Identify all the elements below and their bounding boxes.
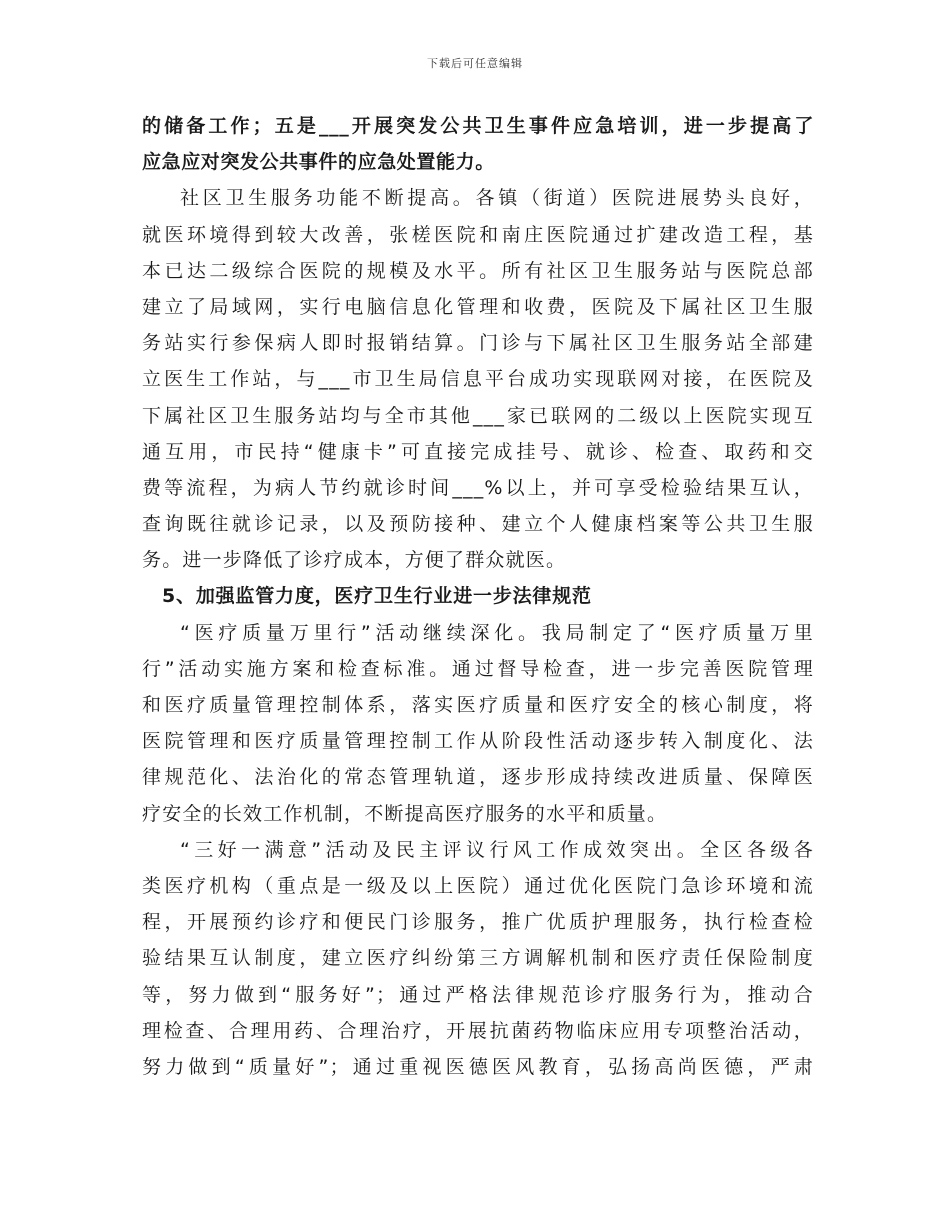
text-line: 和医疗质量管理控制体系，落实医疗质量和医疗安全的核心制度，将 (142, 694, 814, 716)
text-line: 类医疗机构（重点是一级及以上医院）通过优化医院门急诊环境和流 (142, 874, 814, 897)
text-line: 下属社区卫生服务站均与全市其他___家已联网的二级以上医院实现互 (142, 404, 814, 427)
text-line: 程，开展预约诊疗和便民门诊服务，推广优质护理服务，执行检查检 (142, 911, 814, 934)
text-line: 律规范化、法治化的常态管理轨道，逐步形成持续改进质量、保障医 (142, 766, 814, 789)
text-line: 务。进一步降低了诊疗成本，方便了群众就医。 (142, 549, 567, 572)
text-line: 查询既往就诊记录，以及预防接种、建立个人健康档案等公共卫生服 (142, 513, 814, 536)
text-line: “医疗质量万里行”活动继续深化。我局制定了“医疗质量万里 (180, 621, 814, 644)
text-line: 验结果互认制度，建立医疗纠纷第三方调解机制和医疗责任保险制度 (142, 947, 814, 970)
text-line: “三好一满意”活动及民主评议行风工作成效突出。全区各级各 (180, 838, 814, 861)
text-line: 医院管理和医疗质量管理控制工作从阶段性活动逐步转入制度化、法 (142, 730, 814, 753)
text-line: 的储备工作；五是___开展突发公共卫生事件应急培训，进一步提高了 (142, 115, 814, 137)
text-line: 努力做到“质量好”；通过重视医德医风教育，弘扬高尚医德，严肃 (142, 1055, 814, 1078)
text-line: 应急应对突发公共事件的应急处置能力。 (142, 151, 495, 174)
text-line: 理检查、合理用药、合理治疗，开展抗菌药物临床应用专项整治活动， (142, 1019, 814, 1042)
text-line: 费等流程，为病人节约就诊时间___%以上，并可享受检验结果互认， (142, 476, 814, 499)
page-header-note: 下载后可任意编辑 (427, 57, 523, 70)
text-line: 行”活动实施方案和检查标准。通过督导检查，进一步完善医院管理 (142, 657, 814, 680)
text-line: 务站实行参保病人即时报销结算。门诊与下属社区卫生服务站全部建 (142, 332, 814, 355)
text-line: 立医生工作站，与___市卫生局信息平台成功实现联网对接，在医院及 (142, 368, 814, 391)
text-line: 本已达二级综合医院的规模及水平。所有社区卫生服务站与医院总部 (142, 259, 814, 282)
text-line: 5、加强监管力度，医疗卫生行业进一步法律规范 (162, 585, 592, 608)
text-line: 疗安全的长效工作机制，不断提高医疗服务的水平和质量。 (142, 802, 668, 825)
text-line: 社区卫生服务功能不断提高。各镇（街道）医院进展势头良好， (180, 187, 814, 210)
text-line: 建立了局域网，实行电脑信息化管理和收费，医院及下属社区卫生服 (142, 295, 814, 318)
text-line: 通互用，市民持“健康卡”可直接完成挂号、就诊、检查、取药和交 (142, 440, 814, 463)
text-line: 等，努力做到“服务好”；通过严格法律规范诊疗服务行为，推动合 (142, 983, 814, 1006)
text-line: 就医环境得到较大改善，张槎医院和南庄医院通过扩建改造工程，基 (142, 223, 814, 246)
document-body (142, 108, 814, 1085)
